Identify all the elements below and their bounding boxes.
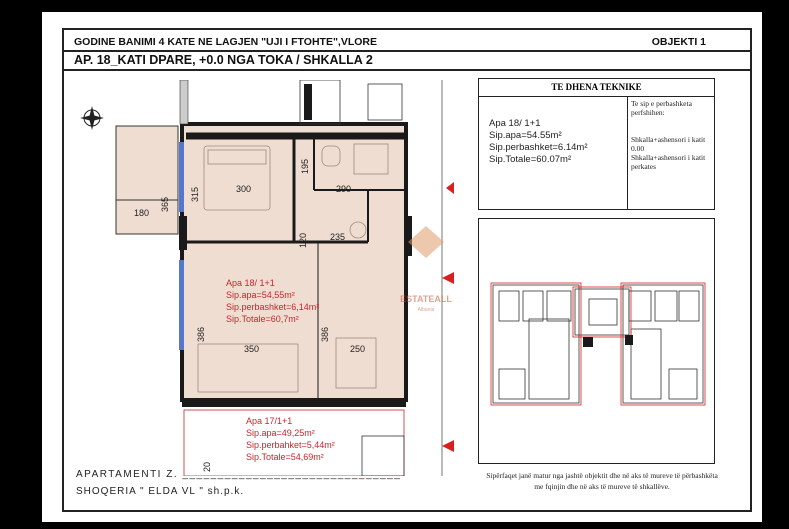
header-divider <box>64 50 750 52</box>
dim-350: 350 <box>244 344 260 354</box>
tech-note-2: Shkalla+ashensori i katit perkates <box>631 153 706 171</box>
tech-note-head: Te sip e perbashketa perfshihen: <box>631 99 692 117</box>
technical-data-table <box>478 78 715 210</box>
technical-data-title: TE DHENA TEKNIKE <box>479 79 714 97</box>
tech-note-1: Shkalla+ashensori i katit 0.00 <box>631 135 706 153</box>
apt18-total: Sip.Totale=60,7m² <box>226 314 299 324</box>
dim-180: 180 <box>134 208 150 218</box>
dim-120: 120 <box>298 232 308 248</box>
watermark-text: ESTATEALL <box>400 294 452 304</box>
dim-195: 195 <box>300 158 310 174</box>
footer-company-line: SHOQERIA " ELDA VL " sh.p.k. <box>76 486 245 497</box>
object-label: OBJEKTI 1 <box>651 36 706 48</box>
apt17-shared: Sip.perbahket=5,44m² <box>246 440 335 450</box>
technical-data-values <box>479 96 628 209</box>
apt18-name: Apa 18/ 1+1 <box>226 278 275 288</box>
apt17-total: Sip.Totale=54,69m² <box>246 452 324 462</box>
tech-total: Sip.Totale=60.07m² <box>489 154 572 165</box>
dim-300: 300 <box>236 184 252 194</box>
watermark-subtext: Albania <box>417 307 435 313</box>
apt18-shared: Sip.perbashket=6,14m² <box>226 302 320 312</box>
apt18-area: Sip.apa=54,55m² <box>226 290 295 300</box>
dim-315: 315 <box>190 186 200 202</box>
compass-icon <box>80 106 104 130</box>
dim-250: 250 <box>350 344 366 354</box>
key-plan <box>478 218 715 464</box>
dim-235: 235 <box>330 232 346 242</box>
floor-plan <box>68 80 458 476</box>
dim-365: 365 <box>160 196 170 212</box>
dim-290: 290 <box>336 184 352 194</box>
dim-20: 20 <box>202 461 212 472</box>
apt17-area: Sip.apa=49,25m² <box>246 428 315 438</box>
dim-386-left: 386 <box>196 326 206 342</box>
tech-area: Sip.apa=54.55m² <box>489 130 562 141</box>
key-plan-drawing <box>479 219 715 464</box>
measurement-note: Sipërfaqet janë matur nga jashtë objektit dhe në aks të mureve të përbashkëta me fqinjin dhe në aks të mureve të shkallëve. <box>486 471 718 491</box>
tech-shared: Sip.perbashket=6.14m² <box>489 142 588 153</box>
footer-apartment-line: APARTAMENTI Z. _______________________________ <box>76 469 402 480</box>
apt17-name: Apa 17/1+1 <box>246 416 293 426</box>
apartment-title: AP. 18_KATI DPARE, +0.0 NGA TOKA / SHKALLA 2 <box>74 53 373 67</box>
drawing-sheet <box>42 12 762 522</box>
tech-apt: Apa 18/ 1+1 <box>489 118 541 129</box>
header-divider-2 <box>64 69 750 71</box>
technical-data-notes <box>629 96 714 209</box>
dim-386-right: 386 <box>320 326 330 342</box>
project-title: GODINE BANIMI 4 KATE NE LAGJEN "UJI I FTOHTE",VLORE <box>74 36 378 48</box>
